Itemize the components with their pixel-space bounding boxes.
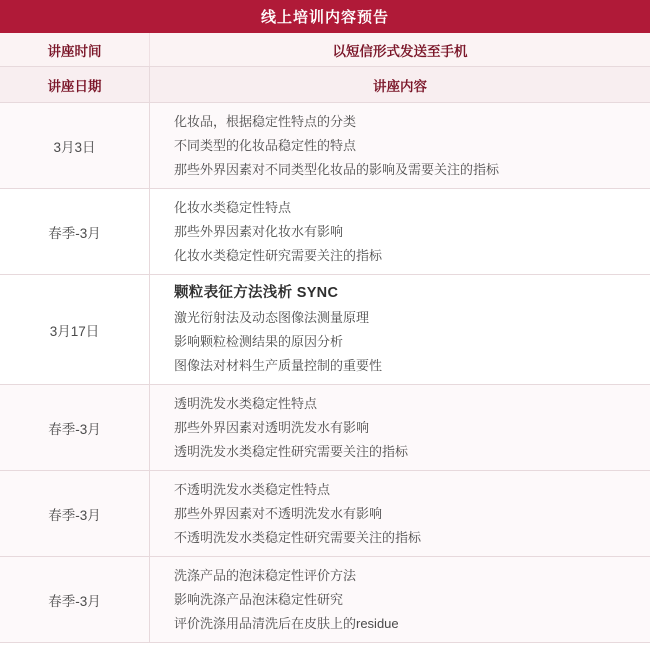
row-date-cell: 春季-3月 (0, 385, 150, 470)
row-content-cell (150, 189, 650, 274)
subheader-delivery-note: 以短信形式发送至手机 (332, 43, 468, 59)
row-content-line: 影响颗粒检测结果的原因分析 (174, 334, 344, 349)
table-title-bar (0, 0, 650, 33)
column-header-row (0, 67, 650, 103)
row-content-line: 不透明洗发水类稳定性特点 (174, 482, 331, 497)
row-content-line: 化妆水类稳定性特点 (174, 200, 292, 215)
row-content-line: 评价洗涤用品清洗后在皮肤上的residue (174, 616, 399, 631)
column-header-content: 讲座内容 (373, 78, 427, 94)
row-date-cell: 3月17日 (0, 275, 150, 384)
table-body (0, 103, 650, 643)
table-row (0, 275, 650, 385)
table-row (0, 385, 650, 471)
row-content-cell (150, 385, 650, 470)
row-content-cell (150, 103, 650, 188)
table-row (0, 189, 650, 275)
row-content-line: 那些外界因素对化妆水有影响 (174, 224, 344, 239)
row-date-cell: 春季-3月 (0, 557, 150, 642)
page-title: 线上培训内容预告 (260, 9, 389, 26)
row-content-cell (150, 471, 650, 556)
row-content-cell (150, 557, 650, 642)
row-content-line: 影响洗涤产品泡沫稳定性研究 (174, 592, 344, 607)
row-content-line: 不同类型的化妆品稳定性的特点 (174, 138, 357, 153)
row-content-line: 化妆品，根据稳定性特点的分类 (174, 114, 357, 129)
row-content-line: 洗涤产品的泡沫稳定性评价方法 (174, 568, 357, 583)
row-date-cell: 春季-3月 (0, 189, 150, 274)
row-content-line: 那些外界因素对不透明洗发水有影响 (174, 506, 383, 521)
column-header-date: 讲座日期 (0, 67, 150, 102)
row-content-line: 那些外界因素对不同类型化妆品的影响及需要关注的指标 (174, 162, 500, 177)
row-content-line: 激光衍射法及动态图像法测量原理 (174, 310, 370, 325)
row-content-heading: 颗粒表征方法浅析 SYNC (174, 285, 339, 301)
table-row (0, 103, 650, 189)
row-content-line: 透明洗发水类稳定性研究需要关注的指标 (174, 444, 409, 459)
subheader-time-label: 讲座时间 (0, 33, 150, 66)
table-row (0, 471, 650, 557)
row-content-line: 不透明洗发水类稳定性研究需要关注的指标 (174, 530, 422, 545)
table-row (0, 557, 650, 643)
row-content-line: 图像法对材料生产质量控制的重要性 (174, 358, 383, 373)
row-date-cell: 3月3日 (0, 103, 150, 188)
row-content-line: 那些外界因素对透明洗发水有影响 (174, 420, 370, 435)
row-content-cell (150, 275, 650, 384)
row-date-cell: 春季-3月 (0, 471, 150, 556)
row-content-line: 化妆水类稳定性研究需要关注的指标 (174, 248, 383, 263)
subheader-row (0, 33, 650, 67)
row-content-line: 透明洗发水类稳定性特点 (174, 396, 318, 411)
